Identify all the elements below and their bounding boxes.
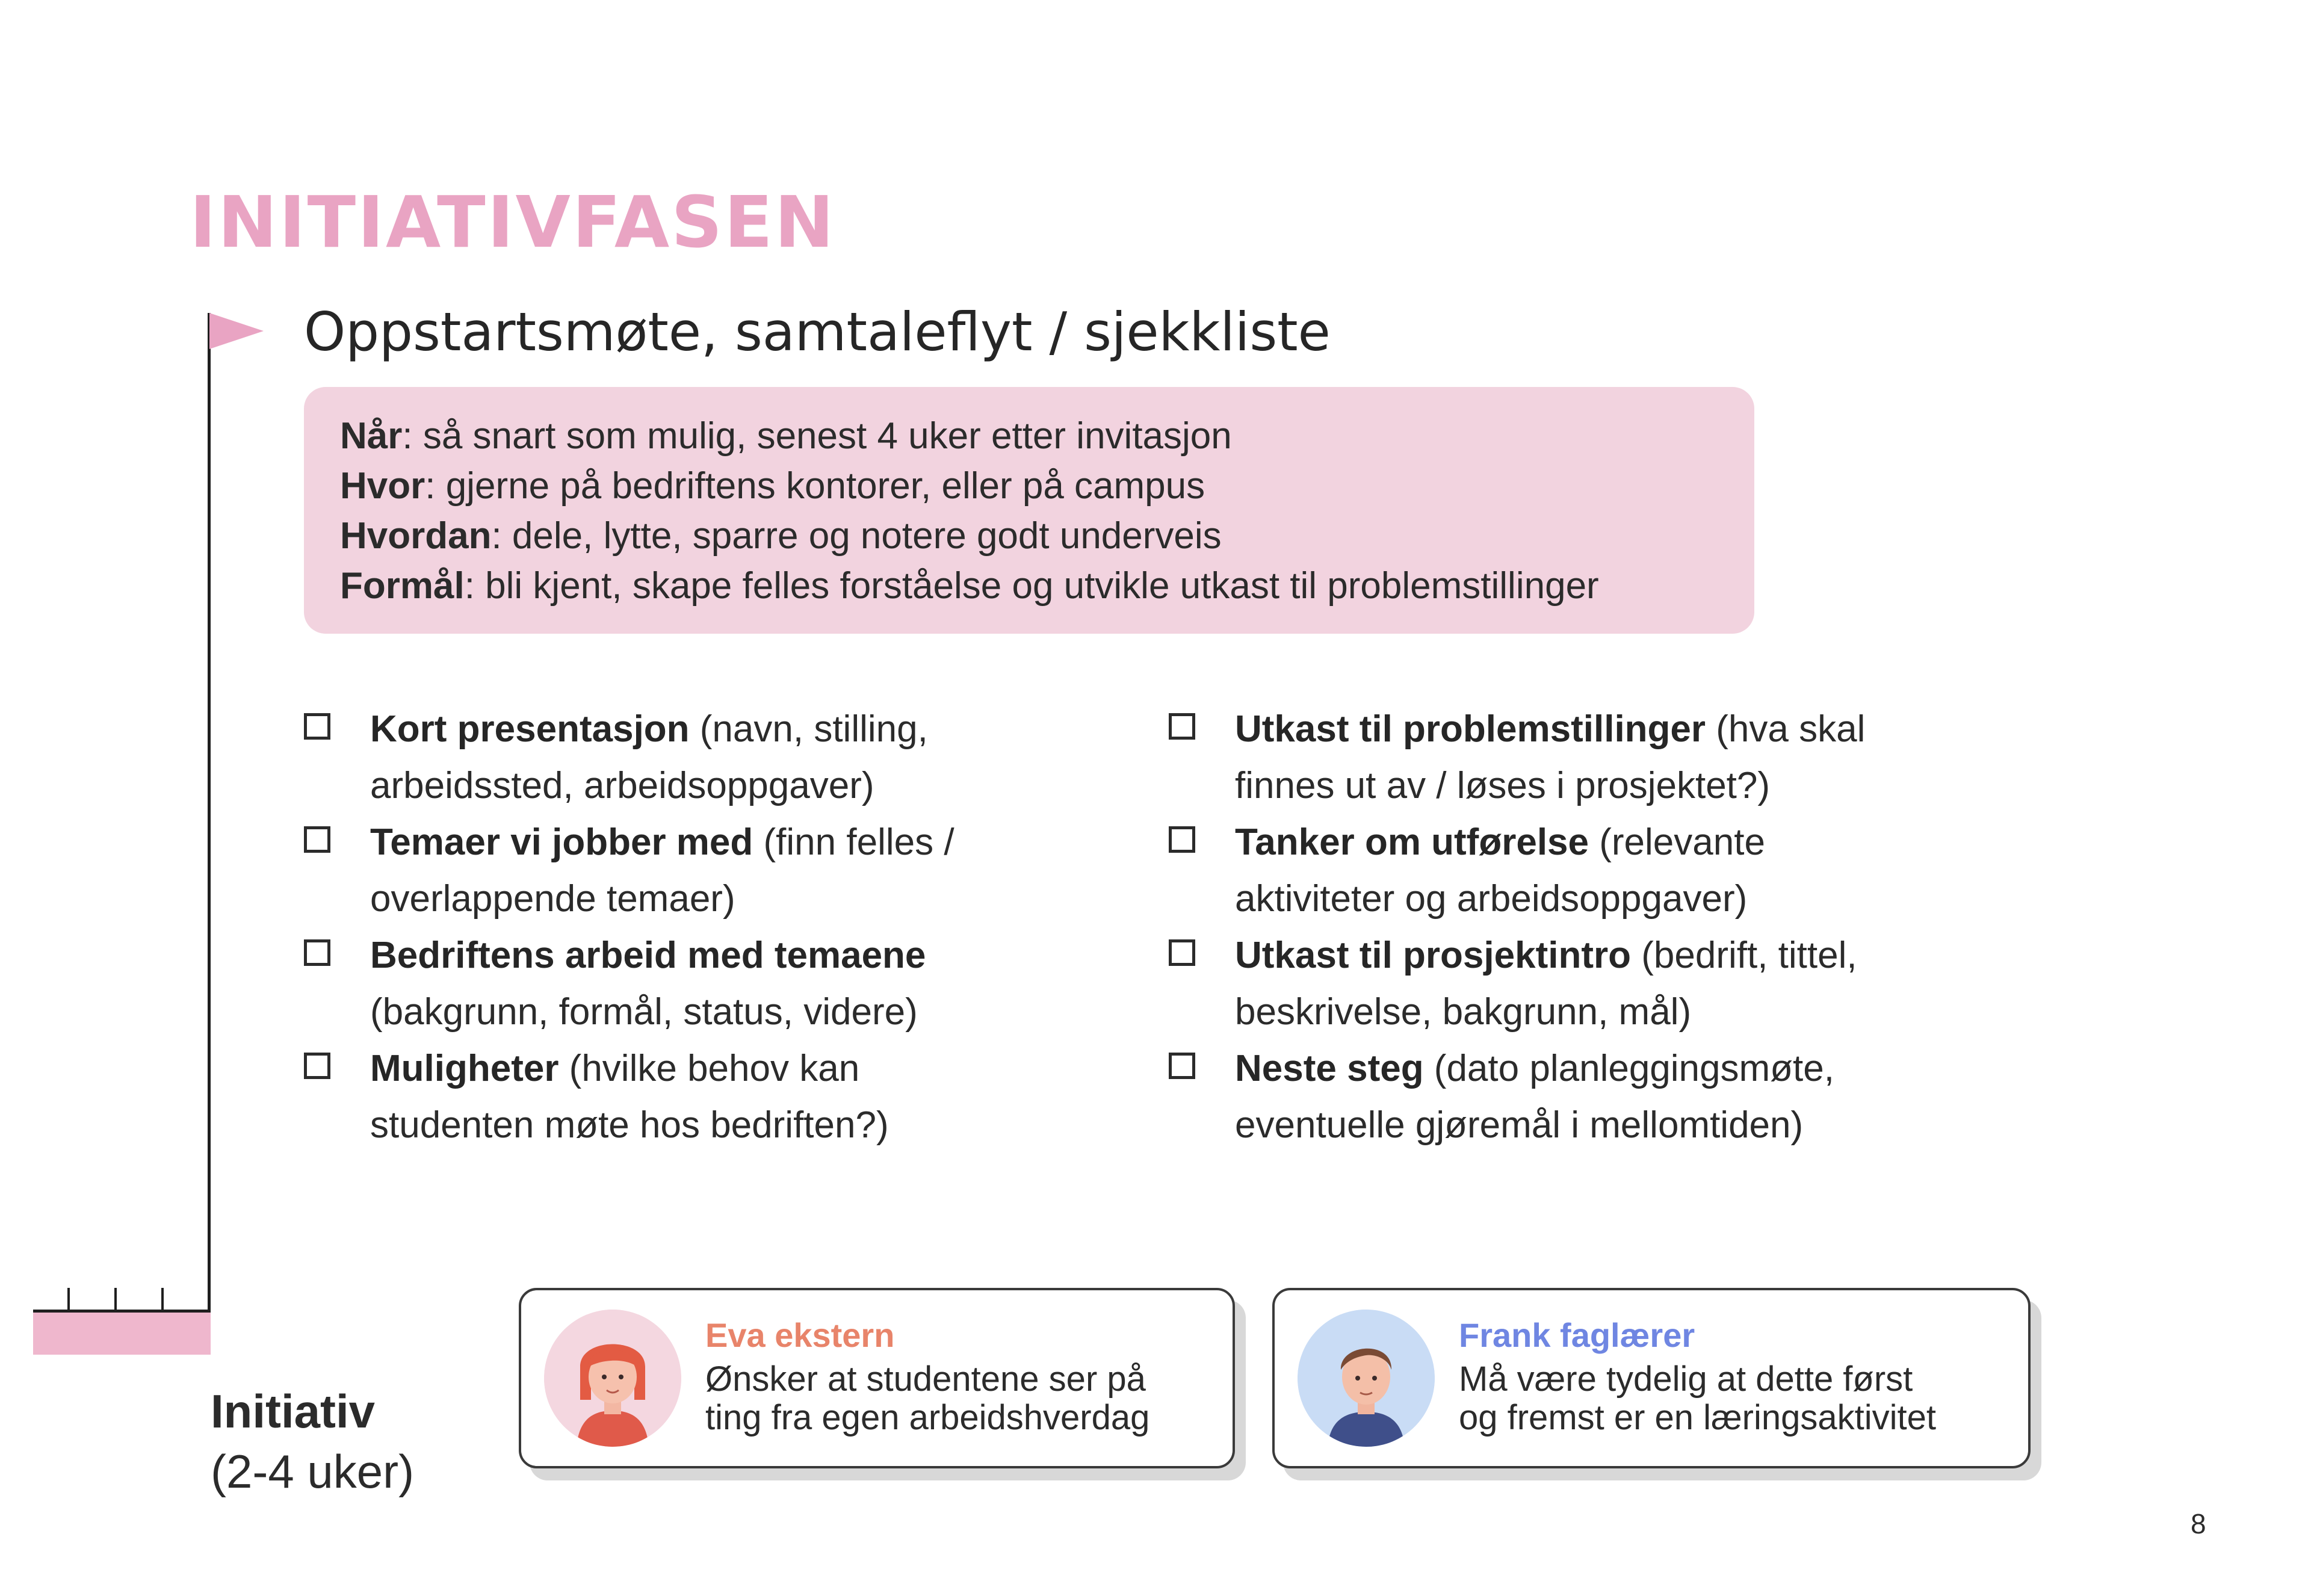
info-text: : bli kjent, skape felles forståelse og utvikle utkast til problemstillinger <box>464 565 1599 607</box>
item-detail: arbeidssted, arbeidsoppgaver) <box>370 765 874 806</box>
persona-card-frank <box>1272 1288 2031 1468</box>
info-box <box>304 387 1754 634</box>
timeline-line <box>208 313 211 1312</box>
item-detail: (hva skal <box>1706 708 1866 750</box>
woman-avatar-icon <box>544 1310 681 1447</box>
item-detail: studenten møte hos bedriften?) <box>370 1104 889 1146</box>
item-title: Kort presentasjon <box>370 708 690 750</box>
checklist-item <box>304 814 1146 927</box>
persona-quote-line: ting fra egen arbeidshverdag <box>705 1398 1150 1437</box>
avatar-eva <box>544 1310 681 1447</box>
checkbox[interactable] <box>304 1053 330 1079</box>
item-detail: (dato planleggingsmøte, <box>1423 1048 1834 1089</box>
checklist-item <box>304 1041 1146 1154</box>
checklist-item <box>1169 701 2011 814</box>
item-title: Utkast til problemstillinger <box>1235 708 1706 750</box>
item-detail: (bedrift, tittel, <box>1631 935 1857 976</box>
flag-icon <box>209 313 264 349</box>
item-detail: beskrivelse, bakgrunn, mål) <box>1235 991 1692 1033</box>
item-detail: aktiviteter og arbeidsoppgaver) <box>1235 878 1748 920</box>
persona-quote-line: Må være tydelig at dette først <box>1459 1359 1913 1399</box>
item-title: Utkast til prosjektintro <box>1235 935 1631 976</box>
persona-name: Frank faglærer <box>1459 1316 1695 1354</box>
checkbox[interactable] <box>1169 1053 1195 1079</box>
checklist-item <box>1169 1041 2011 1154</box>
checklist-item <box>1169 927 2011 1041</box>
info-label: Når <box>340 415 403 457</box>
item-detail: (bakgrunn, formål, status, videre) <box>370 991 918 1033</box>
item-detail: overlappende temaer) <box>370 878 735 920</box>
phase-duration: (2-4 uker) <box>211 1445 415 1498</box>
item-title: Temaer vi jobber med <box>370 821 753 863</box>
page-number: 8 <box>2191 1508 2206 1539</box>
info-line-when <box>340 411 1718 461</box>
checklist-item <box>304 927 1146 1041</box>
timeline-tick <box>114 1288 117 1311</box>
item-title: Muligheter <box>370 1048 559 1089</box>
info-line-purpose <box>340 561 1718 611</box>
phase-title: Initiativ <box>211 1385 376 1438</box>
info-text: : så snart som mulig, senest 4 uker etter invitasjon <box>402 415 1232 457</box>
info-line-how <box>340 511 1718 561</box>
item-detail: finnes ut av / løses i prosjektet?) <box>1235 765 1771 806</box>
checklist-item <box>304 701 1146 814</box>
timeline-tick <box>67 1288 70 1311</box>
persona-quote-line: Ønsker at studentene ser på <box>705 1359 1146 1399</box>
phase-bar <box>33 1313 211 1355</box>
checkbox[interactable] <box>1169 713 1195 740</box>
checkbox[interactable] <box>304 826 330 853</box>
item-detail: (hvilke behov kan <box>558 1048 860 1089</box>
item-detail: (navn, stilling, <box>689 708 928 750</box>
info-text: : dele, lytte, sparre og notere godt underveis <box>491 515 1222 557</box>
checklist-item <box>1169 814 2011 927</box>
timeline-tick <box>161 1288 164 1311</box>
item-detail: (relevante <box>1589 821 1765 863</box>
info-text: : gjerne på bedriftens kontorer, eller på campus <box>425 465 1205 507</box>
checkbox[interactable] <box>1169 939 1195 966</box>
item-title: Neste steg <box>1235 1048 1424 1089</box>
item-title: Bedriftens arbeid med temaene <box>370 935 926 976</box>
item-detail: eventuelle gjøremål i mellomtiden) <box>1235 1104 1804 1146</box>
avatar-frank <box>1298 1310 1435 1447</box>
checkbox[interactable] <box>1169 826 1195 853</box>
checkbox[interactable] <box>304 713 330 740</box>
section-subtitle: Oppstartsmøte, samtaleflyt / sjekkliste <box>304 301 1331 363</box>
persona-card-eva <box>519 1288 1235 1468</box>
item-title: Tanker om utførelse <box>1235 821 1589 863</box>
checkbox[interactable] <box>304 939 330 966</box>
info-label: Hvor <box>340 465 425 507</box>
man-avatar-icon <box>1298 1310 1435 1447</box>
persona-name: Eva ekstern <box>705 1316 895 1354</box>
info-label: Hvordan <box>340 515 492 557</box>
info-label: Formål <box>340 565 465 607</box>
persona-quote-line: og fremst er en læringsaktivitet <box>1459 1398 1936 1437</box>
info-line-where <box>340 461 1718 511</box>
checklist-left <box>304 701 1146 1154</box>
checklist-right <box>1169 701 2011 1154</box>
page-title: INITIATIVFASEN <box>190 181 836 264</box>
item-detail: (finn felles / <box>753 821 954 863</box>
